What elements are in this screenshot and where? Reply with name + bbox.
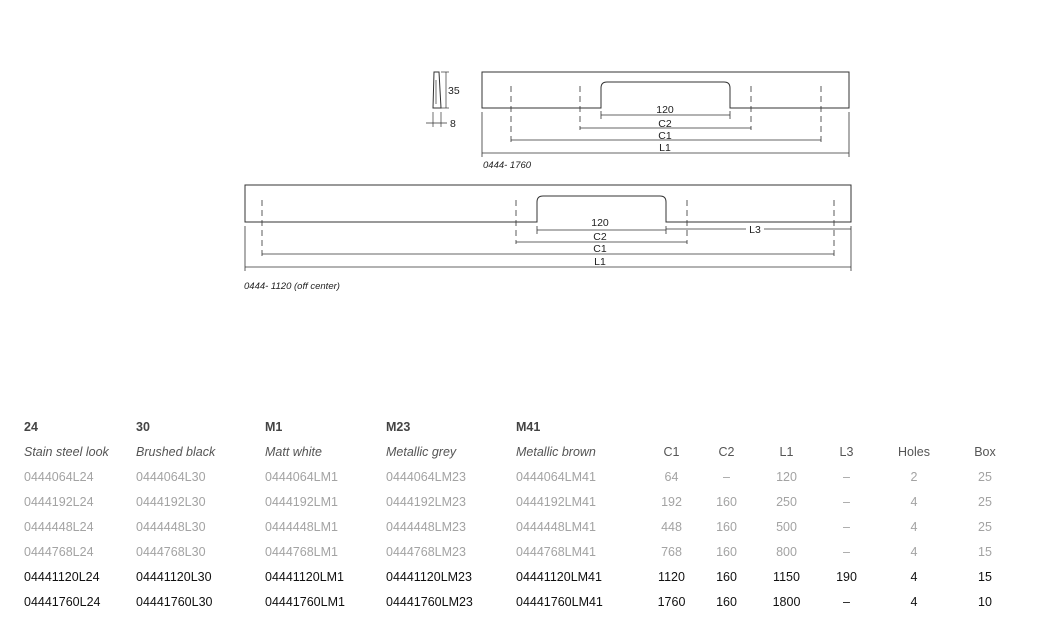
value-l1: 1800 (772, 594, 801, 609)
article-code: 0444064L24 (24, 469, 94, 484)
column-header: Holes (898, 444, 930, 459)
bottom-drawing-caption: 0444- 1120 (off center) (244, 281, 340, 292)
value-c2: 160 (716, 544, 737, 559)
bottom-dim-c2: C2 (593, 231, 607, 243)
value-c1: 448 (661, 519, 682, 534)
value-holes: 4 (910, 569, 918, 584)
finish-name: Metallic grey (386, 444, 457, 459)
finish-name: Matt white (265, 444, 322, 459)
article-code: 0444448L24 (24, 519, 94, 534)
bottom-dim-l1: L1 (594, 256, 606, 268)
value-box: 25 (978, 494, 992, 509)
article-code: 04441760L24 (24, 594, 101, 609)
value-c1: 1760 (657, 594, 686, 609)
article-code: 0444192LM41 (516, 494, 596, 509)
article-code: 0444192L30 (136, 494, 206, 509)
value-c1: 1120 (658, 569, 685, 584)
article-code: 04441760LM41 (516, 594, 603, 609)
table-row (24, 514, 1016, 539)
table-row (24, 564, 1016, 589)
value-l3: – (843, 594, 850, 609)
value-box: 25 (978, 469, 992, 484)
finish-code-row (24, 414, 1016, 439)
value-c2: – (723, 469, 730, 484)
article-code: 04441120L30 (136, 569, 212, 584)
profile-height-label: 35 (448, 85, 460, 97)
article-code: 0444448L30 (136, 519, 206, 534)
article-code: 04441120L24 (24, 569, 100, 584)
value-holes: 4 (910, 494, 918, 509)
table-row (24, 539, 1016, 564)
table-row (24, 464, 1016, 489)
profile-view (426, 72, 449, 127)
article-code: 04441760LM23 (386, 594, 473, 609)
value-l3: 190 (836, 569, 857, 584)
finish-name: Brushed black (136, 444, 216, 459)
value-l1: 120 (776, 469, 797, 484)
article-code: 04441760LM1 (265, 594, 345, 609)
value-holes: 4 (910, 519, 918, 534)
value-box: 10 (978, 594, 992, 609)
article-code: 0444064LM1 (265, 469, 338, 484)
column-header: L1 (779, 444, 794, 459)
profile-width-label: 8 (450, 118, 456, 130)
value-l3: – (843, 469, 850, 484)
value-l1: 250 (776, 494, 797, 509)
value-l1: 500 (776, 519, 797, 534)
article-code: 0444768L30 (136, 544, 206, 559)
value-l3: – (843, 544, 850, 559)
article-code: 0444064LM23 (386, 469, 466, 484)
value-holes: 2 (910, 469, 918, 484)
bottom-dim-l3: L3 (749, 224, 761, 236)
top-dim-c2: C2 (658, 118, 672, 130)
value-c2: 160 (716, 594, 737, 609)
value-l1: 1150 (773, 569, 800, 584)
bottom-dim-120: 120 (591, 217, 609, 229)
top-drawing-caption: 0444- 1760 (483, 160, 532, 171)
article-code: 0444768LM41 (516, 544, 596, 559)
value-c2: 160 (716, 494, 737, 509)
article-code: 04441760L30 (136, 594, 213, 609)
technical-drawing (0, 0, 1046, 310)
value-holes: 4 (910, 594, 918, 609)
value-box: 25 (978, 519, 992, 534)
value-c1: 192 (661, 494, 682, 509)
article-code: 0444192LM1 (265, 494, 338, 509)
article-code: 0444192LM23 (386, 494, 466, 509)
finish-code: 24 (24, 419, 38, 434)
value-c2: 160 (716, 569, 737, 584)
value-l3: – (843, 494, 850, 509)
article-code: 0444448LM23 (386, 519, 466, 534)
value-c2: 160 (716, 519, 737, 534)
table-row (24, 589, 1016, 614)
column-header: C2 (718, 444, 735, 459)
value-box: 15 (978, 569, 992, 584)
finish-code: M23 (386, 419, 411, 434)
value-l1: 800 (776, 544, 797, 559)
top-dim-c1: C1 (658, 130, 672, 142)
article-code: 0444064L30 (136, 469, 206, 484)
article-code: 0444448LM41 (516, 519, 596, 534)
article-code: 04441120LM23 (386, 569, 472, 584)
article-code: 0444768LM23 (386, 544, 466, 559)
article-code: 0444064LM41 (516, 469, 596, 484)
value-c1: 64 (664, 469, 679, 484)
article-code: 04441120LM1 (265, 569, 345, 584)
value-c1: 768 (661, 544, 682, 559)
value-l3: – (843, 519, 850, 534)
spec-table (24, 414, 1016, 614)
header-row (24, 439, 1016, 464)
article-code: 0444768L24 (24, 544, 94, 559)
finish-code: 30 (136, 419, 150, 434)
finish-code: M1 (265, 419, 283, 434)
article-code: 04441120LM41 (516, 569, 602, 584)
article-code: 0444768LM1 (265, 544, 338, 559)
top-dim-l1: L1 (659, 142, 671, 154)
column-header: L3 (839, 444, 854, 459)
finish-name: Metallic brown (516, 444, 596, 459)
column-header: Box (974, 444, 996, 459)
finish-code: M41 (516, 419, 541, 434)
bottom-dim-c1: C1 (593, 243, 607, 255)
value-box: 15 (978, 544, 992, 559)
value-holes: 4 (910, 544, 918, 559)
article-code: 0444192L24 (24, 494, 94, 509)
column-header: C1 (663, 444, 680, 459)
article-code: 0444448LM1 (265, 519, 338, 534)
table-row (24, 489, 1016, 514)
top-dim-120: 120 (656, 104, 674, 116)
finish-name: Stain steel look (24, 444, 109, 459)
